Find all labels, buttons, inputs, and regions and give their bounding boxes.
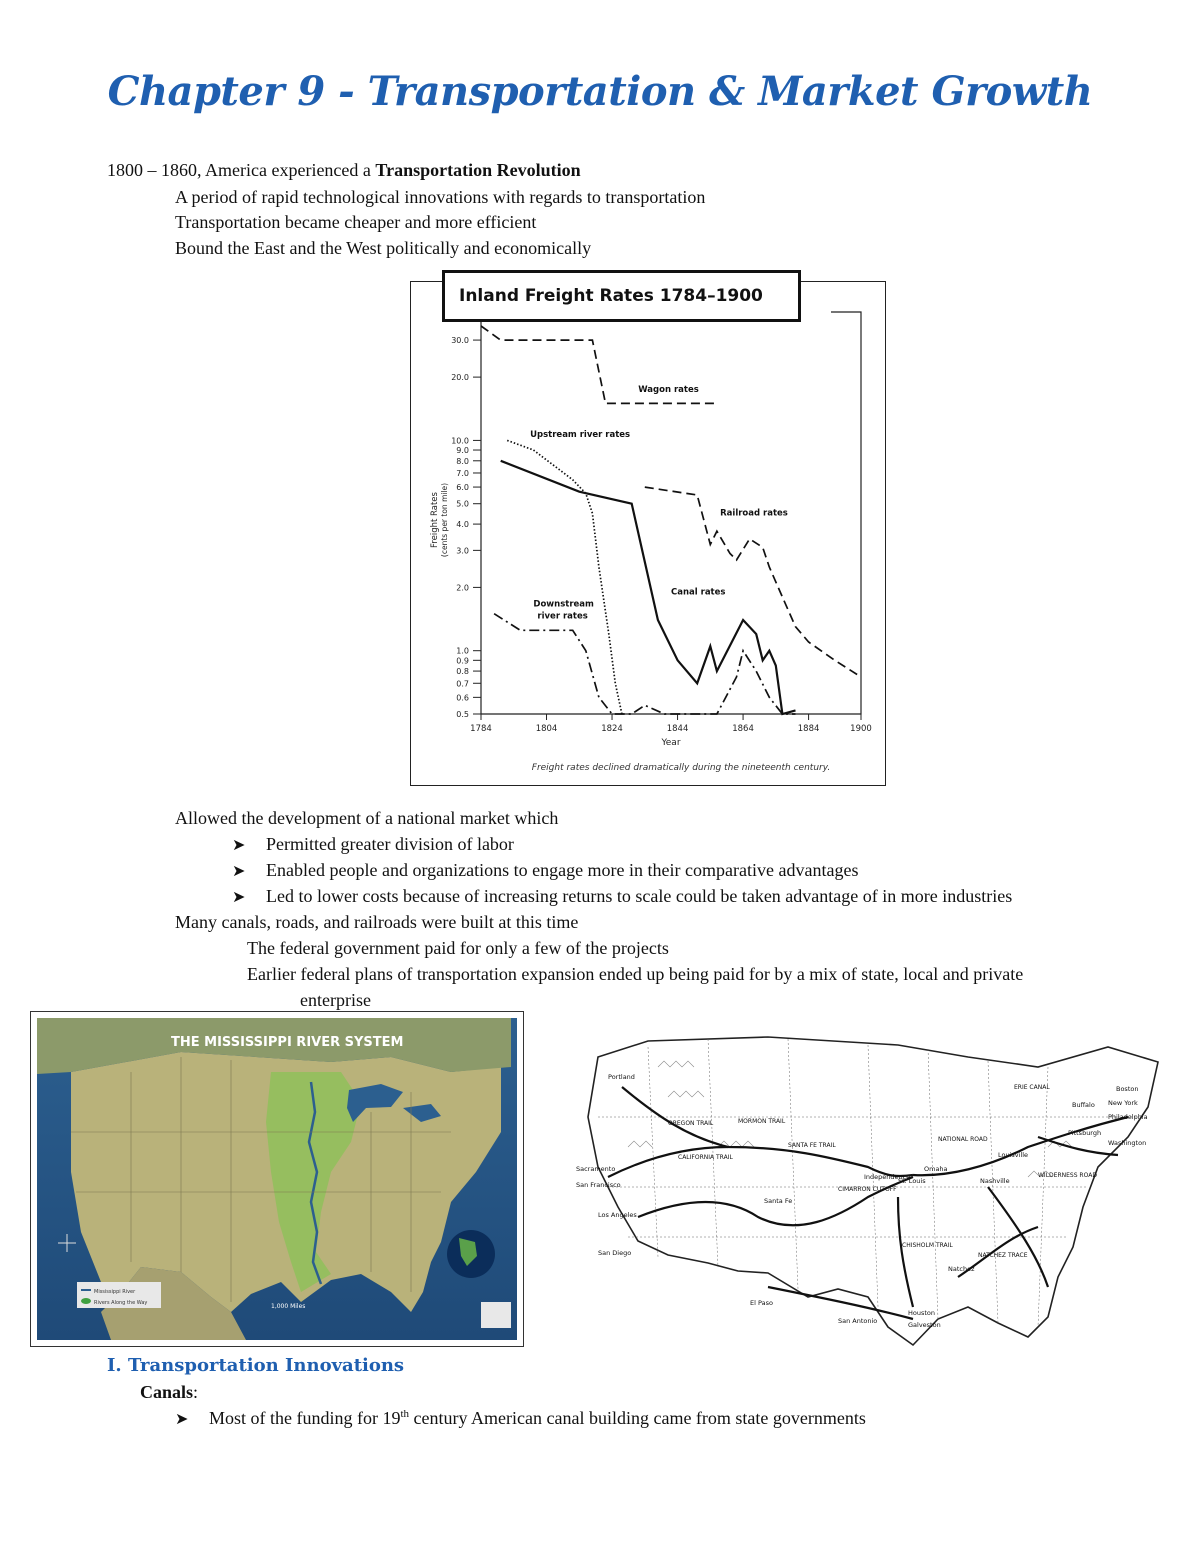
arrow-bullet-icon: ➤ bbox=[232, 889, 246, 906]
market-bullet-text: Led to lower costs because of increasing returns to scale could be taken advantage of in more industries bbox=[266, 886, 1013, 906]
canals-bullet bbox=[175, 1408, 866, 1429]
x-tick-label: 1784 bbox=[470, 724, 492, 734]
y-tick-label: 0.7 bbox=[456, 679, 469, 689]
map-label: St. Louis bbox=[898, 1177, 926, 1185]
x-tick-label: 1824 bbox=[601, 724, 623, 734]
map-label: Natchez bbox=[948, 1265, 975, 1273]
map-label: Philadelphia bbox=[1108, 1113, 1148, 1121]
canals-label: Canals bbox=[140, 1382, 194, 1402]
series-label: Canal rates bbox=[671, 587, 726, 598]
map-label: Santa Fe bbox=[764, 1197, 793, 1205]
intro-point-3: Bound the East and the West politically and economically bbox=[175, 238, 592, 258]
canals-subheading bbox=[140, 1382, 198, 1403]
y-tick-label: 0.8 bbox=[456, 667, 469, 677]
market-bullet-text: Enabled people and organizations to engage more in their comparative advantages bbox=[266, 860, 859, 880]
map-label: San Francisco bbox=[576, 1181, 621, 1189]
legend-item: Mississippi River bbox=[94, 1289, 136, 1295]
map-label: CALIFORNIA TRAIL bbox=[678, 1154, 733, 1161]
map-label: Galveston bbox=[908, 1321, 941, 1329]
y-tick-label: 2.0 bbox=[456, 583, 469, 593]
x-tick-label: 1804 bbox=[535, 724, 558, 734]
y-tick-label: 0.5 bbox=[456, 710, 469, 719]
intro-prefix: 1800 – 1860, America experienced a bbox=[107, 160, 376, 180]
market-heading: Allowed the development of a national market which bbox=[175, 808, 559, 828]
series-line bbox=[501, 461, 796, 714]
map-label: San Antonio bbox=[838, 1317, 878, 1325]
series-line bbox=[507, 440, 622, 714]
map-label: Houston bbox=[908, 1309, 936, 1317]
legend-item: Rivers Along the Way bbox=[94, 1300, 148, 1306]
series-label: Railroad rates bbox=[720, 508, 788, 519]
section-heading: I. Transportation Innovations bbox=[107, 1355, 405, 1376]
y-tick-label: 30.0 bbox=[451, 336, 469, 346]
y-tick-label: 1.0 bbox=[456, 646, 469, 656]
x-tick-label: 1864 bbox=[732, 724, 754, 734]
mississippi-map-figure bbox=[30, 1011, 524, 1347]
arrow-bullet-icon: ➤ bbox=[175, 1411, 189, 1428]
map-label: Nashville bbox=[980, 1177, 1010, 1185]
x-axis-label: Year bbox=[661, 738, 681, 748]
map-label: El Paso bbox=[750, 1299, 773, 1307]
map-title: THE MISSISSIPPI RIVER SYSTEM bbox=[171, 1035, 404, 1050]
map-label: Washington bbox=[1108, 1139, 1147, 1147]
series-label: Upstream river rates bbox=[530, 429, 631, 440]
canals-bullet-post: century American canal building came from state governments bbox=[409, 1408, 866, 1428]
y-tick-label: 5.0 bbox=[456, 499, 469, 509]
y-tick-label: 8.0 bbox=[456, 456, 469, 466]
trails-map-figure bbox=[568, 1027, 1164, 1365]
map-label: Omaha bbox=[924, 1165, 948, 1173]
canals-bullet-sup: th bbox=[400, 1408, 410, 1420]
map-label: Portland bbox=[608, 1073, 635, 1081]
map-label: Los Angeles bbox=[598, 1211, 637, 1219]
map-label: Buffalo bbox=[1072, 1101, 1095, 1109]
market-bullet-3 bbox=[232, 886, 1012, 907]
map-label: MORMON TRAIL bbox=[738, 1118, 786, 1125]
chart-caption: Freight rates declined dramatically during the nineteenth century. bbox=[531, 763, 831, 773]
arrow-bullet-icon: ➤ bbox=[232, 863, 246, 880]
publisher-logo bbox=[481, 1302, 511, 1328]
canals-bullet-pre: Most of the funding for 19 bbox=[209, 1408, 401, 1428]
map-label: Independence bbox=[864, 1173, 911, 1181]
intro-point-2: Transportation became cheaper and more efficient bbox=[175, 212, 537, 232]
map-label: CHISHOLM TRAIL bbox=[902, 1242, 953, 1249]
series-label: river rates bbox=[537, 611, 588, 622]
projects-line-2: Earlier federal plans of transportation expansion ended up being paid for by a mix of state, local and private bbox=[247, 964, 1024, 984]
map-label: SANTA FE TRAIL bbox=[788, 1142, 836, 1149]
intro-line bbox=[107, 160, 581, 181]
projects-line-3: enterprise bbox=[300, 990, 371, 1010]
map-label: NATCHEZ TRACE bbox=[978, 1252, 1028, 1259]
y-tick-label: 4.0 bbox=[456, 520, 469, 530]
intro-point-1: A period of rapid technological innovations with regards to transportation bbox=[175, 187, 706, 207]
y-tick-label: 6.0 bbox=[456, 483, 469, 493]
map-label: CIMARRON CUTOFF bbox=[838, 1186, 897, 1193]
map-label: OREGON TRAIL bbox=[668, 1120, 714, 1127]
chart-title-box: Inland Freight Rates 1784–1900 bbox=[442, 270, 801, 322]
projects-line-1: The federal government paid for only a few of the projects bbox=[247, 938, 669, 958]
y-tick-label: 3.0 bbox=[456, 546, 469, 556]
map-label: New York bbox=[1108, 1099, 1138, 1107]
page-title: Chapter 9 - Transportation & Market Growth bbox=[107, 68, 1093, 115]
map-label: ERIE CANAL bbox=[1014, 1084, 1050, 1091]
projects-heading: Many canals, roads, and railroads were built at this time bbox=[175, 912, 579, 932]
y-tick-label: 10.0 bbox=[451, 436, 469, 446]
y-axis-label: Freight Rates bbox=[430, 492, 440, 548]
trails-map bbox=[568, 1027, 1164, 1365]
x-tick-label: 1844 bbox=[666, 724, 689, 734]
intro-bold: Transportation Revolution bbox=[375, 160, 581, 180]
map-label: Boston bbox=[1116, 1085, 1139, 1093]
y-tick-label: 20.0 bbox=[451, 373, 469, 383]
arrow-bullet-icon: ➤ bbox=[232, 837, 246, 854]
map-label: Pittsburgh bbox=[1068, 1129, 1102, 1137]
plot-frame bbox=[481, 312, 861, 714]
mississippi-map bbox=[31, 1012, 523, 1346]
series-label: Wagon rates bbox=[638, 384, 699, 395]
map-scale: 1,000 Miles bbox=[271, 1303, 306, 1310]
map-label: Sacramento bbox=[576, 1165, 616, 1173]
y-tick-label: 0.9 bbox=[456, 656, 469, 666]
freight-rates-chart bbox=[411, 282, 885, 785]
map-label: San Diego bbox=[598, 1249, 632, 1257]
map-label: Louisville bbox=[998, 1151, 1029, 1159]
freight-chart-figure bbox=[410, 281, 886, 786]
market-bullet-text: Permitted greater division of labor bbox=[266, 834, 514, 854]
y-tick-label: 0.6 bbox=[456, 693, 469, 703]
x-tick-label: 1900 bbox=[850, 724, 872, 734]
y-axis-label-units: (cents per ton mile) bbox=[440, 482, 449, 558]
series-label: Downstream bbox=[533, 599, 594, 610]
market-bullet-2 bbox=[232, 860, 858, 881]
x-tick-label: 1884 bbox=[797, 724, 820, 734]
y-tick-label: 7.0 bbox=[456, 468, 469, 478]
map-label: NATIONAL ROAD bbox=[938, 1136, 988, 1143]
market-bullet-1 bbox=[232, 834, 514, 855]
map-label: WILDERNESS ROAD bbox=[1038, 1172, 1097, 1179]
y-tick-label: 9.0 bbox=[456, 446, 469, 456]
canals-colon: : bbox=[193, 1382, 199, 1402]
